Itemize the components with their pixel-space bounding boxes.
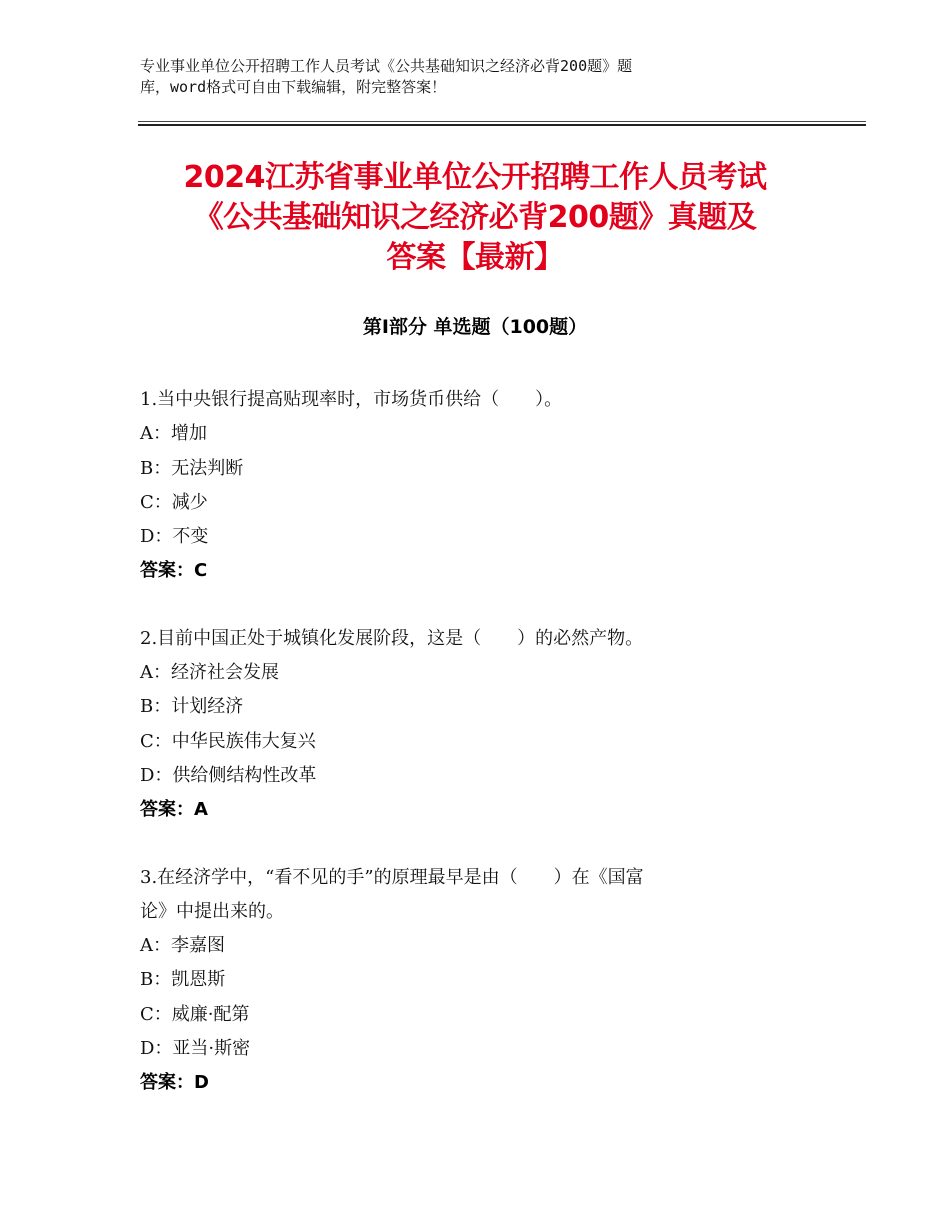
question-stem: 3.在经济学中，“看不见的手”的原理最早是由（ ）在《国富 [140,866,644,888]
document-title [100,158,850,278]
title-line: 答案【最新】 [386,240,564,275]
header-note-line: 专业事业单位公开招聘工作人员考试《公共基础知识之经济必背200题》题 [140,57,633,75]
question-stem: 1.当中央银行提高贴现率时，市场货币供给（ ）。 [140,389,563,410]
option-d: D：供给侧结构性改革 [140,764,317,786]
option-b: B：计划经济 [140,696,244,718]
option-d: D：亚当·斯密 [140,1038,251,1060]
section-heading: 第Ⅰ部分 单选题（100题） [362,316,588,338]
option-c: C：中华民族伟大复兴 [140,730,316,752]
answer-line: 答案：C [140,560,208,582]
header-divider [138,121,866,122]
question-stem-continued: 论》中提出来的。 [140,900,284,922]
option-a: A：李嘉图 [140,935,225,957]
option-b: B：凯恩斯 [140,969,226,991]
answer-line: 答案：A [140,799,208,821]
title-line: 《公共基础知识之经济必背200题》真题及 [193,200,757,235]
question-item [140,383,800,589]
question-stem: 2.目前中国正处于城镇化发展阶段，这是（ ）的必然产物。 [140,627,644,649]
title-line: 2024江苏省事业单位公开招聘工作人员考试 [183,160,767,195]
option-a: A：增加 [140,423,207,445]
option-b: B：无法判断 [140,457,244,479]
option-c: C：威廉·配第 [140,1003,250,1025]
header-note [140,56,780,98]
question-item [140,861,800,1101]
header-note-line: 库，word格式可自由下载编辑，附完整答案！ [140,78,447,96]
option-d: D：不变 [140,526,209,548]
question-list [140,383,800,1134]
option-c: C：减少 [140,491,208,513]
answer-line: 答案：D [140,1072,209,1094]
header-divider-thick [138,124,866,126]
question-item [140,622,800,828]
option-a: A：经济社会发展 [140,662,279,684]
